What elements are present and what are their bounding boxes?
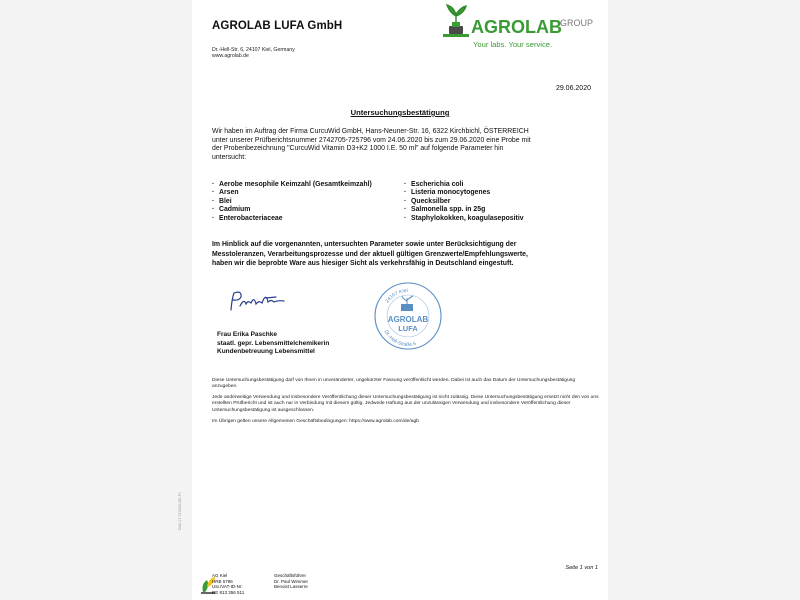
parameter-column-left [212, 181, 372, 223]
stamp-name-2: LUFA [398, 324, 418, 333]
page-number: Seite 1 von 1 [565, 565, 598, 571]
intro-line: untersucht: [212, 153, 247, 161]
parameter-name: Arsen [219, 189, 239, 197]
signer-name: Frau Erika Paschke [217, 331, 277, 338]
logo-tagline: Your labs. Your service. [473, 40, 553, 49]
agrolab-logo [441, 0, 607, 52]
bullet: · [212, 189, 215, 197]
website-line: www.agrolab.de [212, 53, 249, 60]
parameter-name: Escherichia coli [411, 181, 464, 188]
bullet: · [212, 197, 215, 205]
handwritten-signature [226, 288, 296, 314]
list-item [212, 181, 372, 189]
parameter-column-right [404, 181, 524, 223]
parameter-name: Quecksilber [411, 197, 451, 205]
note-paragraph: Jede anderweitige Verwendung und insbesondere Veröffentlichung dieser Untersuchungsbestätigung ist nicht zulässig. Diese Untersuchungsbestätigung ersetzt nicht den von uns erstellten Prüfbericht und ist auch nur in Verbindung mit diesem gültig. Jedwede Haftung aus der unzulässigen Verwendung und insbesondere Veröffentlichung dieser Untersuchungsbestätigung ist ausgeschlossen. [212, 395, 599, 413]
footer-line: Benoist Lasserre [274, 584, 308, 590]
parameter-name: Staphylokokken, koagulasepositiv [411, 214, 524, 222]
bullet: · [404, 181, 407, 188]
note-paragraph: Diese Untersuchungsbestätigung darf von Ihnen in unveränderter, ungekürzter Fassung veröffentlicht werden. Dabei ist auch das Datum der Untersuchungsbestätigung anzugeben. [212, 378, 576, 390]
list-item [404, 189, 524, 197]
statement-line: haben wir die beprobte Ware aus hiesiger Sicht als verkehrsfähig in Deutschland eingestuft. [212, 260, 514, 267]
intro-paragraph [212, 128, 598, 162]
signer-block [217, 331, 329, 357]
parameter-name: Listeria monocytogenes [411, 189, 491, 197]
document-date: 29.06.2020 [555, 85, 591, 92]
footer-line: Dr. Paul Wimmer [274, 578, 309, 584]
note-paragraph: Im Übrigen gelten unsere Allgemeinen Geschäftsbedingungen: https://www.agrolab.com/de/agb [212, 418, 419, 424]
list-item [212, 206, 372, 214]
intro-line: unter unserer Prüfberichtsnummer 2742705-725796 vom 24.06.2020 bis zum 29.06.2020 eine Probe mit [212, 136, 531, 144]
plant-icon [443, 5, 469, 37]
bullet: · [404, 214, 407, 222]
bullet: · [404, 197, 407, 205]
footer-line: Ust./VAT-ID-Nr: [212, 584, 243, 590]
stamp-top-text: 24107 Kiel [384, 287, 408, 305]
document-code: DOC-17-7319390-DE-P1 [178, 492, 182, 530]
list-item [404, 206, 524, 214]
statement-line: Im Hinblick auf die vorgenannten, untersuchten Parameter sowie unter Berücksichtigung der [212, 241, 517, 248]
stamp-name-1: AGROLAB [387, 315, 429, 324]
footer-line: DE 813 356 511 [212, 589, 245, 595]
bullet: · [212, 181, 215, 188]
signer-department: Kundenbetreuung Lebensmittel [217, 348, 315, 356]
footer-registry [212, 573, 244, 595]
parameter-name: Salmonella spp. in 25g [411, 206, 486, 214]
stamp-bottom-text: Dr.-Hell-Straße 6 [382, 329, 417, 349]
parameter-name: Aerobe mesophile Keimzahl (Gesamtkeimzahl) [219, 181, 372, 188]
address-line: Dr.-Hell-Str. 6, 24107 Kiel, Germany [212, 47, 295, 53]
list-item [212, 189, 372, 197]
bullet: · [404, 189, 407, 197]
statement-line: Messtoleranzen, Verarbeitungsprozesse und der aktuell gültigen Grenzwerte/Empfehlungswerte, [212, 250, 528, 258]
signer-title: staatl. gepr. Lebensmittelchemikerin [217, 339, 330, 347]
conclusion-statement [212, 240, 600, 269]
footer-line: Geschäftsführer [274, 573, 307, 578]
footer-line: HRB 5796 [212, 578, 233, 584]
intro-line: Wir haben im Auftrag der Firma CurcuWid GmbH, Hans-Neuner-Str. 16, 6322 Kirchbichl, ÖSTERREICH [212, 128, 529, 135]
document-page [178, 0, 608, 600]
parameter-name: Blei [219, 197, 232, 205]
logo-brand: AGROLAB [471, 17, 562, 37]
company-stamp [372, 280, 444, 352]
company-name: AGROLAB LUFA GmbH [212, 20, 343, 32]
list-item [404, 181, 524, 189]
legal-notes [212, 378, 600, 430]
parameter-name: Cadmium [219, 206, 251, 214]
company-address [212, 47, 295, 59]
bullet: · [404, 206, 407, 214]
list-item [212, 215, 372, 223]
list-item [404, 215, 524, 223]
parameter-name: Enterobacteriaceae [219, 214, 283, 222]
bullet: · [212, 206, 215, 214]
document-title: Untersuchungsbestätigung [350, 108, 450, 117]
list-item [404, 198, 524, 206]
logo-group: GROUP [560, 18, 594, 28]
footer-management [274, 573, 308, 590]
footer-line: AG Kiel [212, 573, 228, 578]
list-item [212, 198, 372, 206]
intro-line: der Probenbezeichnung "CurcuWid Vitamin D3+K2 1000 I.E. 50 ml" auf folgende Parameter hin [212, 145, 504, 153]
bullet: · [212, 214, 215, 222]
